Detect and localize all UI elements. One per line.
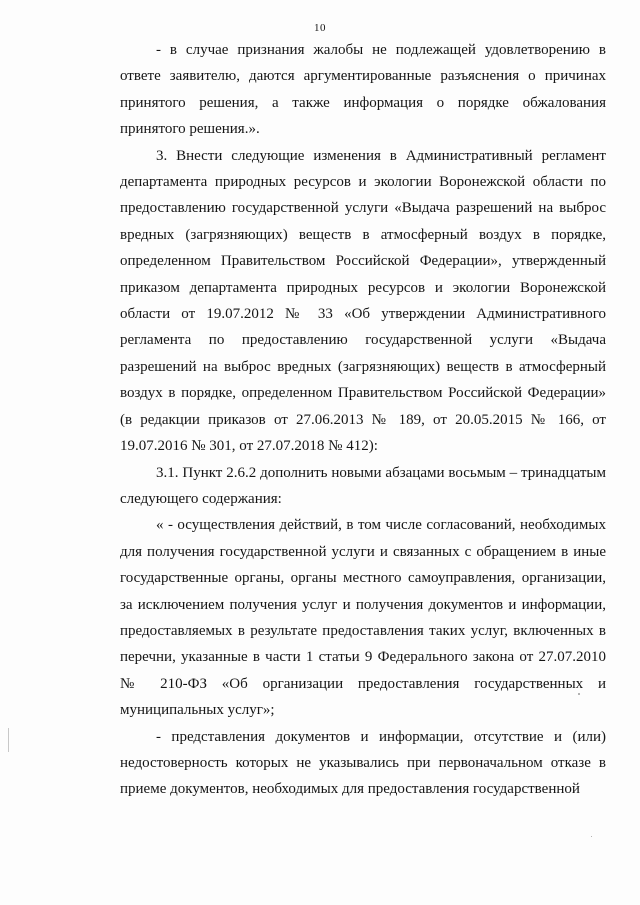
- paragraph-quoted-actions: « - осуществления действий, в том числе согласований, необходимых для получения государственной услуги и связанных с обращением в иные государственные органы, органы местного самоуправления, организации, за исключением получения услуг и получения документов и информации, предоставляемых в результате предоставления таких услуг, включенных в перечни, указанные в части 1 статьи 9 Федерального закона от 27.07.2010 № 210-ФЗ «Об организации предоставления государственных и муниципальных услуг»;: [120, 517, 606, 719]
- document-body: [120, 37, 606, 803]
- scan-artifact: [8, 728, 9, 752]
- paragraph-complaint-rejection: - в случае признания жалобы не подлежащей удовлетворению в ответе заявителю, даются аргументированные разъяснения о причинах принятого решения, а также информация о порядке обжалования принятого решения.».: [120, 42, 606, 138]
- page-number: 10: [314, 22, 326, 34]
- scan-artifact: [578, 693, 580, 695]
- paragraph-item-3-1: 3.1. Пункт 2.6.2 дополнить новыми абзацами восьмым – тринадцатым следующего содержания:: [120, 464, 606, 507]
- scan-artifact: [591, 836, 592, 837]
- paragraph-item-3-amendments: 3. Внести следующие изменения в Административный регламент департамента природных ресурсов и экологии Воронежской области по предоставлению государственной услуги «Выдача разрешений на выброс вредных (загрязняющих) веществ в атмосферный воздух в порядке, определенном Правительством Российской Федерации», утвержденный приказом департамента природных ресурсов и экологии Воронежской области от 19.07.2012 № 33 «Об утверждении Административного регламента по предоставлению государственной услуги «Выдача разрешений на выброс вредных (загрязняющих) веществ в атмосферный воздух в порядке, определенном Правительством Российской Федерации» (в редакции приказов от 27.06.2013 № 189, от 20.05.2015 № 166, от 19.07.2016 № 301, от 27.07.2018 № 412):: [120, 147, 606, 455]
- paragraph-documents-presentation: - представления документов и информации, отсутствие и (или) недостоверность которых не указывались при первоначальном отказе в приеме документов, необходимых для предоставления государственной: [120, 728, 606, 798]
